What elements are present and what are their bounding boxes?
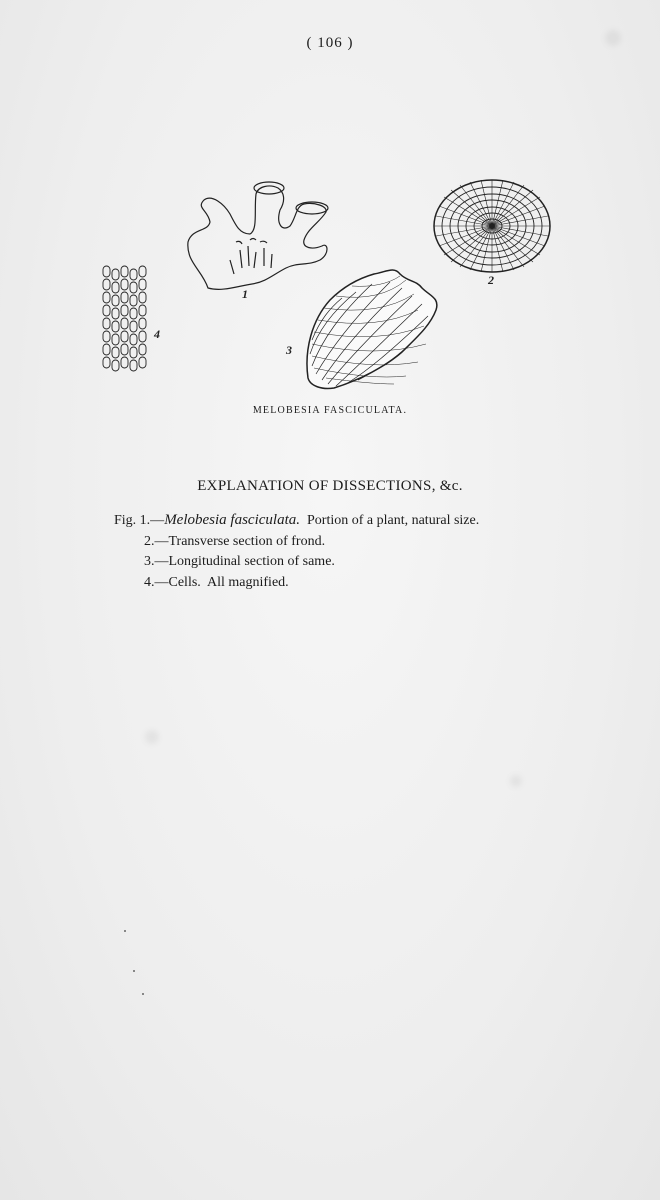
bleed-spot	[605, 30, 621, 46]
explanation-item-1	[114, 510, 614, 532]
ink-speck	[142, 993, 144, 995]
explanation-item-2	[114, 532, 614, 553]
bleed-spot	[145, 730, 159, 744]
botanical-plate	[90, 170, 570, 420]
explanation-heading: EXPLANATION OF DISSECTIONS, &c.	[197, 478, 463, 494]
figure-3-label: 3	[286, 343, 292, 357]
plate-illustration	[90, 170, 570, 420]
ink-speck	[124, 930, 126, 932]
figure-3-longitudinal-section	[307, 270, 437, 389]
item-text: Cells. All magnified.	[168, 574, 289, 590]
explanation-list	[114, 510, 614, 593]
item-text: Portion of a plant, natural size.	[300, 513, 480, 528]
plate-caption: MELOBESIA FASCICULATA.	[252, 405, 408, 416]
figure-2-label: 2	[488, 273, 494, 287]
item-prefix: 4.—	[144, 574, 169, 590]
figure-1-frond	[188, 182, 328, 289]
species-name: Melobesia fasciculata.	[164, 512, 300, 528]
figure-2-transverse-section	[434, 180, 550, 272]
explanation-item-4	[114, 573, 614, 594]
item-prefix: Fig. 1.—	[114, 513, 165, 528]
figure-4-label: 4	[154, 327, 160, 341]
item-prefix: 3.—	[144, 554, 169, 569]
item-text: Longitudinal section of same.	[168, 554, 335, 569]
ink-speck	[133, 970, 135, 972]
page-number: ( 106 )	[306, 35, 354, 51]
item-prefix: 2.—	[144, 533, 169, 549]
figure-4-cells	[103, 266, 146, 371]
figure-1-label: 1	[242, 287, 248, 301]
explanation-item-3	[114, 552, 614, 573]
bleed-spot	[510, 775, 522, 787]
item-text: Transverse section of frond.	[168, 533, 326, 549]
